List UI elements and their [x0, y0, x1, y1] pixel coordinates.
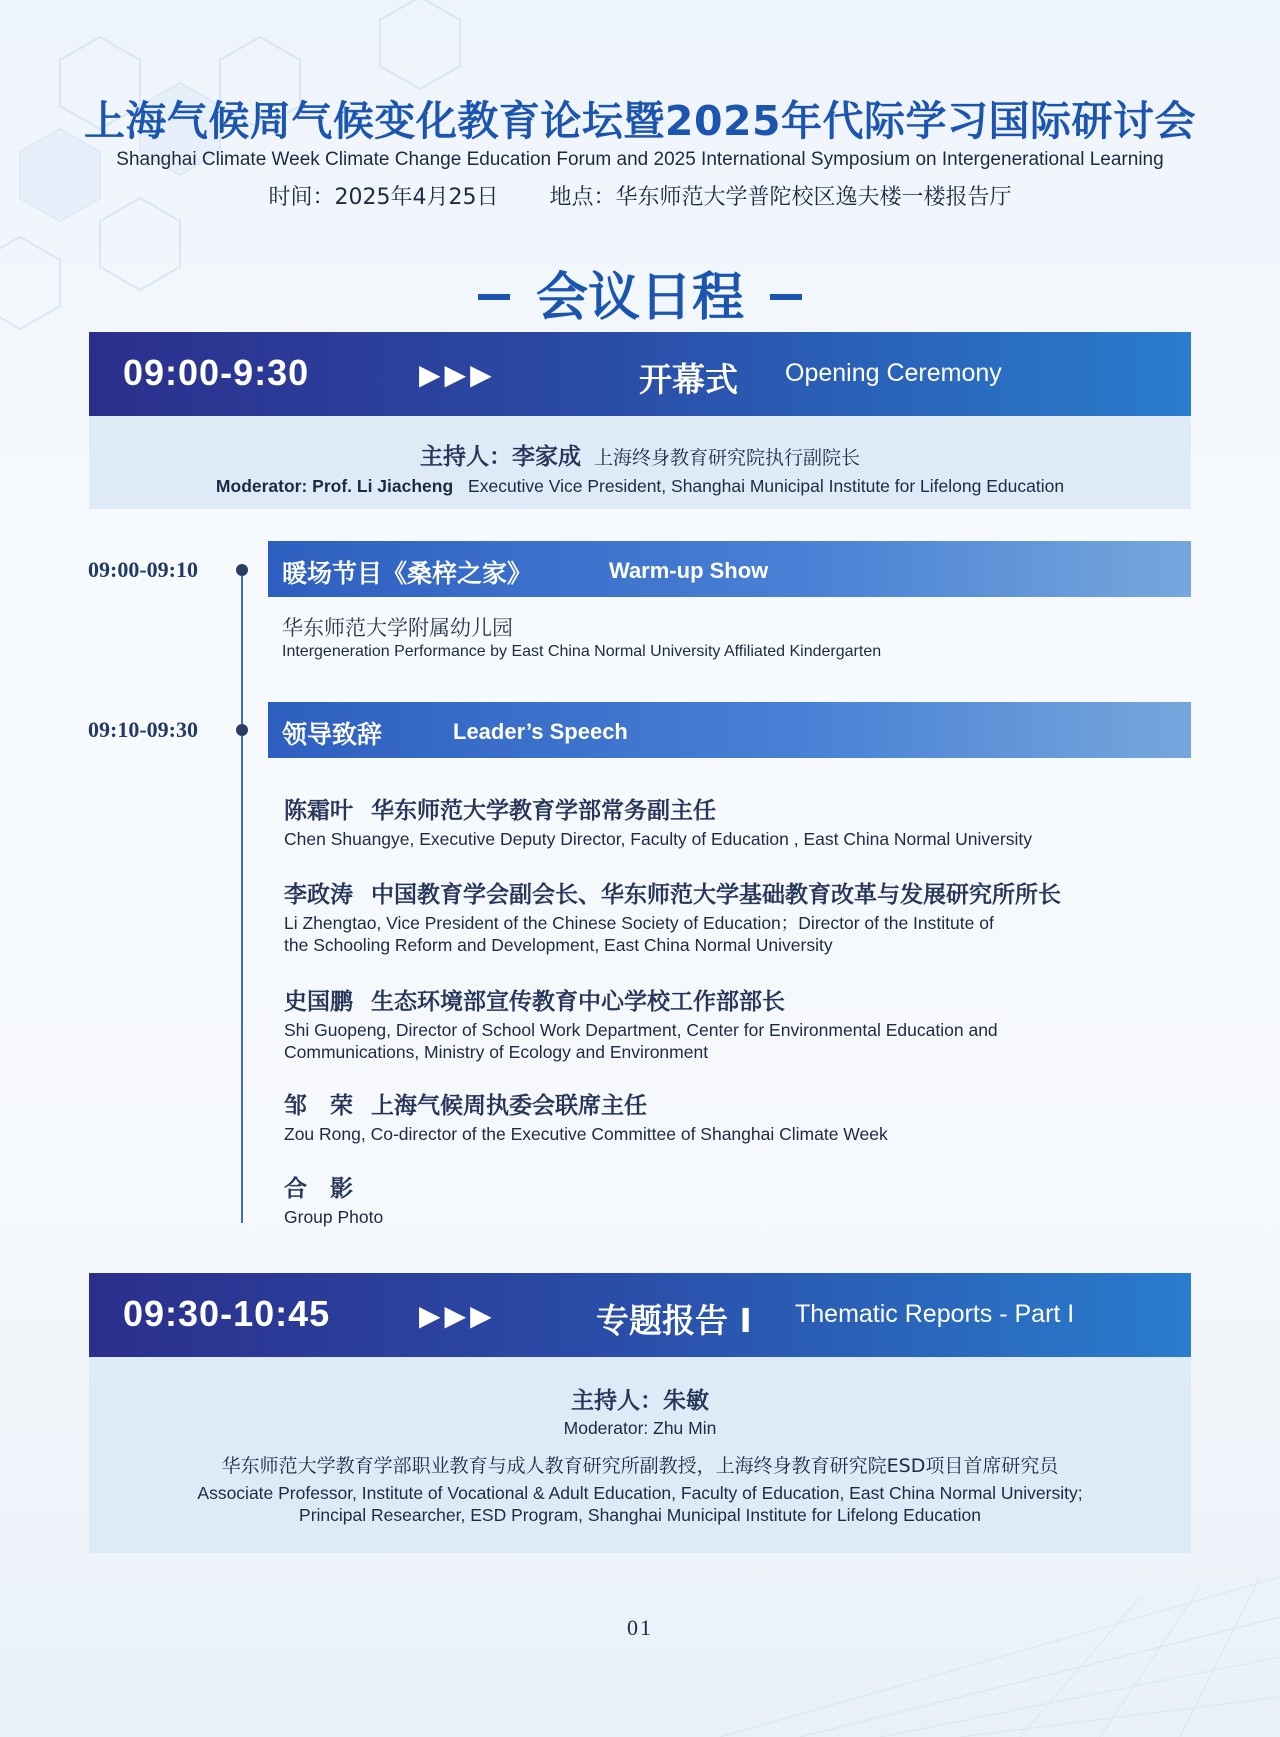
session-time: 09:00-9:30: [123, 352, 310, 393]
group-photo: [284, 1174, 1164, 1228]
speaker-3: [284, 987, 1164, 1063]
moderator-zh: [89, 438, 1191, 471]
group-photo-en: Group Photo: [284, 1207, 384, 1227]
group-photo-zh: 合 影: [284, 1176, 353, 1202]
item-title-zh: 暖场节目《桑梓之家》: [282, 559, 533, 588]
session-title-zh: 开幕式: [639, 360, 738, 399]
moderator-name-zh: 主持人：李家成: [419, 444, 581, 470]
title-english: Shanghai Climate Week Climate Change Education Forum and 2025 International Symposium on Intergenerational Learning: [116, 149, 1164, 170]
timeline-dot-2: [236, 724, 248, 736]
speaker-name: 史国鹏: [284, 989, 353, 1015]
session-bar-thematic: [89, 1273, 1191, 1357]
speaker-1: [284, 796, 1164, 850]
session-title-en: Thematic Reports - Part I: [795, 1300, 1075, 1328]
timeline-time-1: 09:00-09:10: [88, 557, 198, 582]
agenda-heading-text: 会议日程: [535, 268, 744, 328]
moderator-role-en: Executive Vice President, Shanghai Municipal Institute for Lifelong Education: [468, 476, 1065, 496]
heading-dash-right: [770, 294, 802, 300]
timeline-dot-1: [236, 564, 248, 576]
moderator-name-en: Moderator: Zhu Min: [563, 1418, 717, 1438]
speaker-en-line2: the Schooling Reform and Development, East China Normal University: [284, 935, 833, 955]
session-title-en: Opening Ceremony: [785, 359, 1002, 387]
speaker-2: [284, 880, 1164, 956]
speaker-role: 中国教育学会副会长、华东师范大学基础教育改革与发展研究所所长: [371, 882, 1061, 908]
item-bar-speech: [268, 702, 1191, 758]
speaker-role: 华东师范大学教育学部常务副主任: [371, 798, 716, 824]
moderator-box-opening: [89, 416, 1191, 509]
item-title-zh: 领导致辞: [282, 720, 383, 749]
item-title-en: Warm-up Show: [609, 558, 769, 583]
event-location: 地点：华东师范大学普陀校区逸夫楼一楼报告厅: [549, 185, 1012, 210]
item-title-en: Leader’s Speech: [453, 719, 628, 744]
speaker-en: Chen Shuangye, Executive Deputy Director, Faculty of Education , East China Normal University: [284, 829, 1032, 849]
session-bar-opening: [89, 332, 1191, 416]
speaker-name: 李政涛: [284, 882, 353, 908]
speaker-role: 上海气候周执委会联席主任: [371, 1093, 647, 1119]
moderator-name-zh: 主持人：朱敏: [571, 1388, 709, 1414]
triple-arrow-icon: ▶▶▶: [419, 1300, 496, 1331]
performer-zh: 华东师范大学附属幼儿园: [282, 616, 513, 640]
session-title-zh: 专题报告 I: [596, 1301, 752, 1340]
moderator-name-en: Moderator: Prof. Li Jiacheng: [215, 476, 454, 496]
event-time: 时间：2025年4月25日: [268, 185, 499, 210]
timeline-line: [241, 568, 243, 1223]
performer-en: Intergeneration Performance by East China Normal University Affiliated Kindergarten: [282, 643, 882, 660]
title-chinese: 上海气候周气候变化教育论坛暨2025年代际学习国际研讨会: [83, 97, 1197, 145]
event-meta: [0, 180, 1280, 211]
speaker-en-line2: Communications, Ministry of Ecology and Environment: [284, 1042, 709, 1062]
moderator-role-zh: 上海终身教育研究院执行副院长: [594, 447, 861, 469]
moderator-role-en-line1: Associate Professor, Institute of Vocational & Adult Education, Faculty of Education, East China Normal University;: [197, 1483, 1083, 1503]
speaker-en-line1: Shi Guopeng, Director of School Work Department, Center for Environmental Education and: [284, 1020, 998, 1040]
agenda-heading: [0, 255, 1280, 330]
page-number: 01: [627, 1615, 653, 1640]
moderator-role-en-line2: Principal Researcher, ESD Program, Shanghai Municipal Institute for Lifelong Education: [299, 1505, 981, 1525]
heading-dash-left: [478, 294, 510, 300]
moderator-role-zh: 华东师范大学教育学部职业教育与成人教育研究所副教授，上海终身教育研究院ESD项目首席研究员: [221, 1455, 1059, 1477]
speaker-4: [284, 1091, 1164, 1145]
speaker-name: 邹 荣: [284, 1093, 353, 1119]
moderator-en: [89, 476, 1191, 497]
triple-arrow-icon: ▶▶▶: [419, 359, 496, 390]
speaker-name: 陈霜叶: [284, 798, 353, 824]
moderator-box-thematic: [89, 1357, 1191, 1553]
speaker-en-line1: Li Zhengtao, Vice President of the Chinese Society of Education；Director of the Institute of: [284, 913, 994, 933]
speaker-en: Zou Rong, Co-director of the Executive Committee of Shanghai Climate Week: [284, 1124, 888, 1144]
session-time: 09:30-10:45: [123, 1293, 331, 1334]
timeline-time-2: 09:10-09:30: [88, 717, 198, 742]
item-bar-warmup: [268, 541, 1191, 597]
speaker-role: 生态环境部宣传教育中心学校工作部部长: [371, 989, 785, 1015]
